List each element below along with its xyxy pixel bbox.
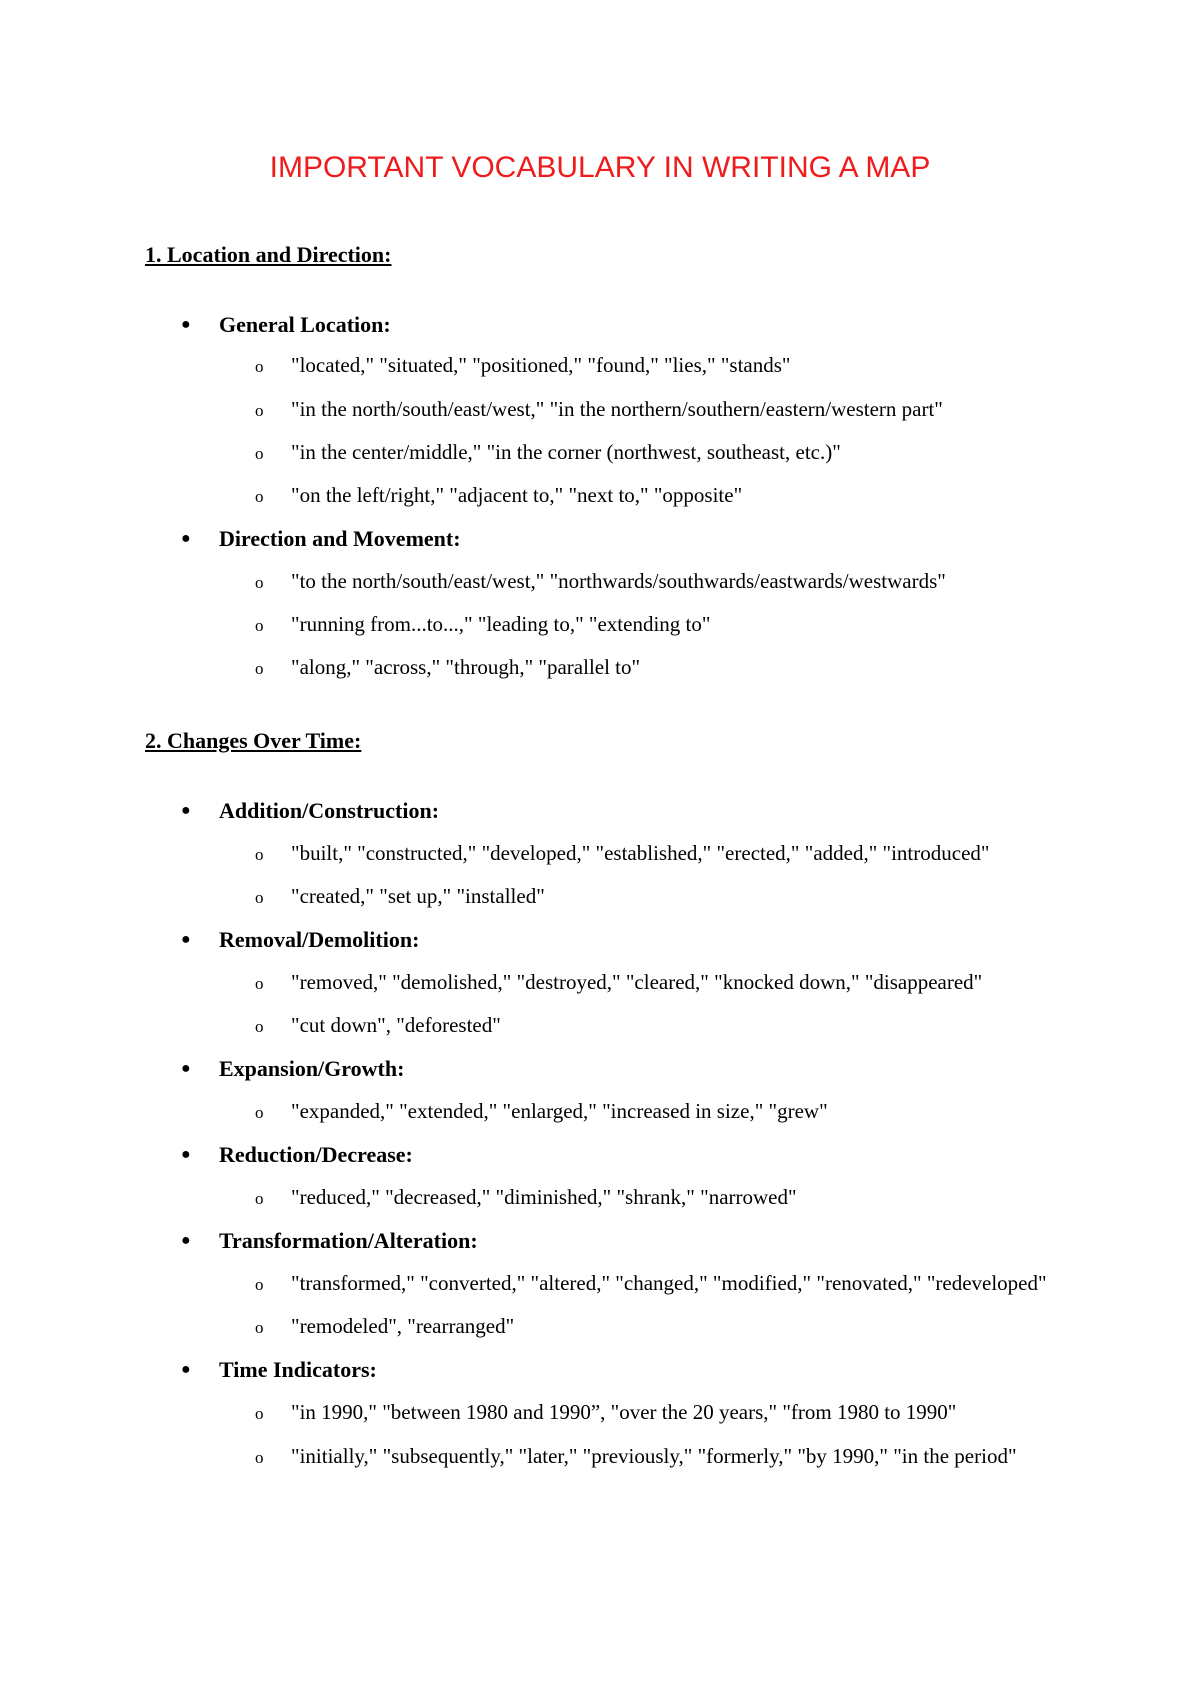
group-label: Removal/Demolition: (219, 927, 420, 952)
circle-bullet-icon: o (255, 974, 264, 993)
bullet-icon: ● (181, 316, 191, 333)
circle-bullet-icon: o (255, 1448, 264, 1467)
circle-bullet-icon: o (255, 401, 264, 420)
list-item: "transformed," "converted," "altered," "changed," "modified," "renovated," "redeveloped" (291, 1271, 1047, 1295)
circle-bullet-icon: o (255, 444, 264, 463)
circle-bullet-icon: o (255, 888, 264, 907)
circle-bullet-icon: o (255, 487, 264, 506)
group-label: Expansion/Growth: (219, 1056, 405, 1081)
group-label: Reduction/Decrease: (219, 1142, 413, 1167)
circle-bullet-icon: o (255, 1404, 264, 1423)
list-item: "running from...to...," "leading to," "extending to" (291, 612, 711, 636)
bullet-icon: ● (181, 1232, 191, 1249)
list-item: "along," "across," "through," "parallel to" (291, 655, 641, 679)
circle-bullet-icon: o (255, 616, 264, 635)
circle-bullet-icon: o (255, 1318, 264, 1337)
group-label: Transformation/Alteration: (219, 1228, 478, 1253)
section-heading: 1. Location and Direction: (145, 242, 392, 267)
list-item: "remodeled", "rearranged" (291, 1314, 515, 1338)
circle-bullet-icon: o (255, 1103, 264, 1122)
group-label: Addition/Construction: (219, 798, 440, 823)
bullet-icon: ● (181, 1361, 191, 1378)
list-item: "in the north/south/east/west," "in the northern/southern/eastern/western part" (291, 397, 943, 421)
list-item: "in the center/middle," "in the corner (northwest, southeast, etc.)" (291, 440, 841, 464)
list-item: "initially," "subsequently," "later," "previously," "formerly," "by 1990," "in the period" (291, 1444, 1017, 1468)
list-item: "built," "constructed," "developed," "established," "erected," "added," "introduced" (291, 841, 990, 865)
bullet-icon: ● (181, 802, 191, 819)
list-item: "reduced," "decreased," "diminished," "shrank," "narrowed" (291, 1185, 797, 1209)
circle-bullet-icon: o (255, 573, 264, 592)
circle-bullet-icon: o (255, 1275, 264, 1294)
list-item: "removed," "demolished," "destroyed," "cleared," "knocked down," "disappeared" (291, 970, 983, 994)
list-item: "on the left/right," "adjacent to," "next to," "opposite" (291, 483, 743, 507)
circle-bullet-icon: o (255, 845, 264, 864)
bullet-icon: ● (181, 1146, 191, 1163)
list-item: "expanded," "extended," "enlarged," "increased in size," "grew" (291, 1099, 828, 1123)
list-item: "to the north/south/east/west," "northwards/southwards/eastwards/westwards" (291, 569, 946, 593)
list-item: "cut down", "deforested" (291, 1013, 501, 1037)
circle-bullet-icon: o (255, 1017, 264, 1036)
bullet-icon: ● (181, 530, 191, 547)
section-heading: 2. Changes Over Time: (145, 728, 362, 753)
group-label: Direction and Movement: (219, 526, 461, 551)
group-label: Time Indicators: (219, 1357, 377, 1382)
list-item: "in 1990," "between 1980 and 1990”, "over the 20 years," "from 1980 to 1990" (291, 1400, 957, 1424)
bullet-icon: ● (181, 931, 191, 948)
list-item: "located," "situated," "positioned," "found," "lies," "stands" (291, 353, 791, 377)
group-label: General Location: (219, 312, 391, 337)
bullet-icon: ● (181, 1060, 191, 1077)
circle-bullet-icon: o (255, 659, 264, 678)
page-title: IMPORTANT VOCABULARY IN WRITING A MAP (269, 151, 931, 184)
circle-bullet-icon: o (255, 357, 264, 376)
circle-bullet-icon: o (255, 1189, 264, 1208)
list-item: "created," "set up," "installed" (291, 884, 545, 908)
